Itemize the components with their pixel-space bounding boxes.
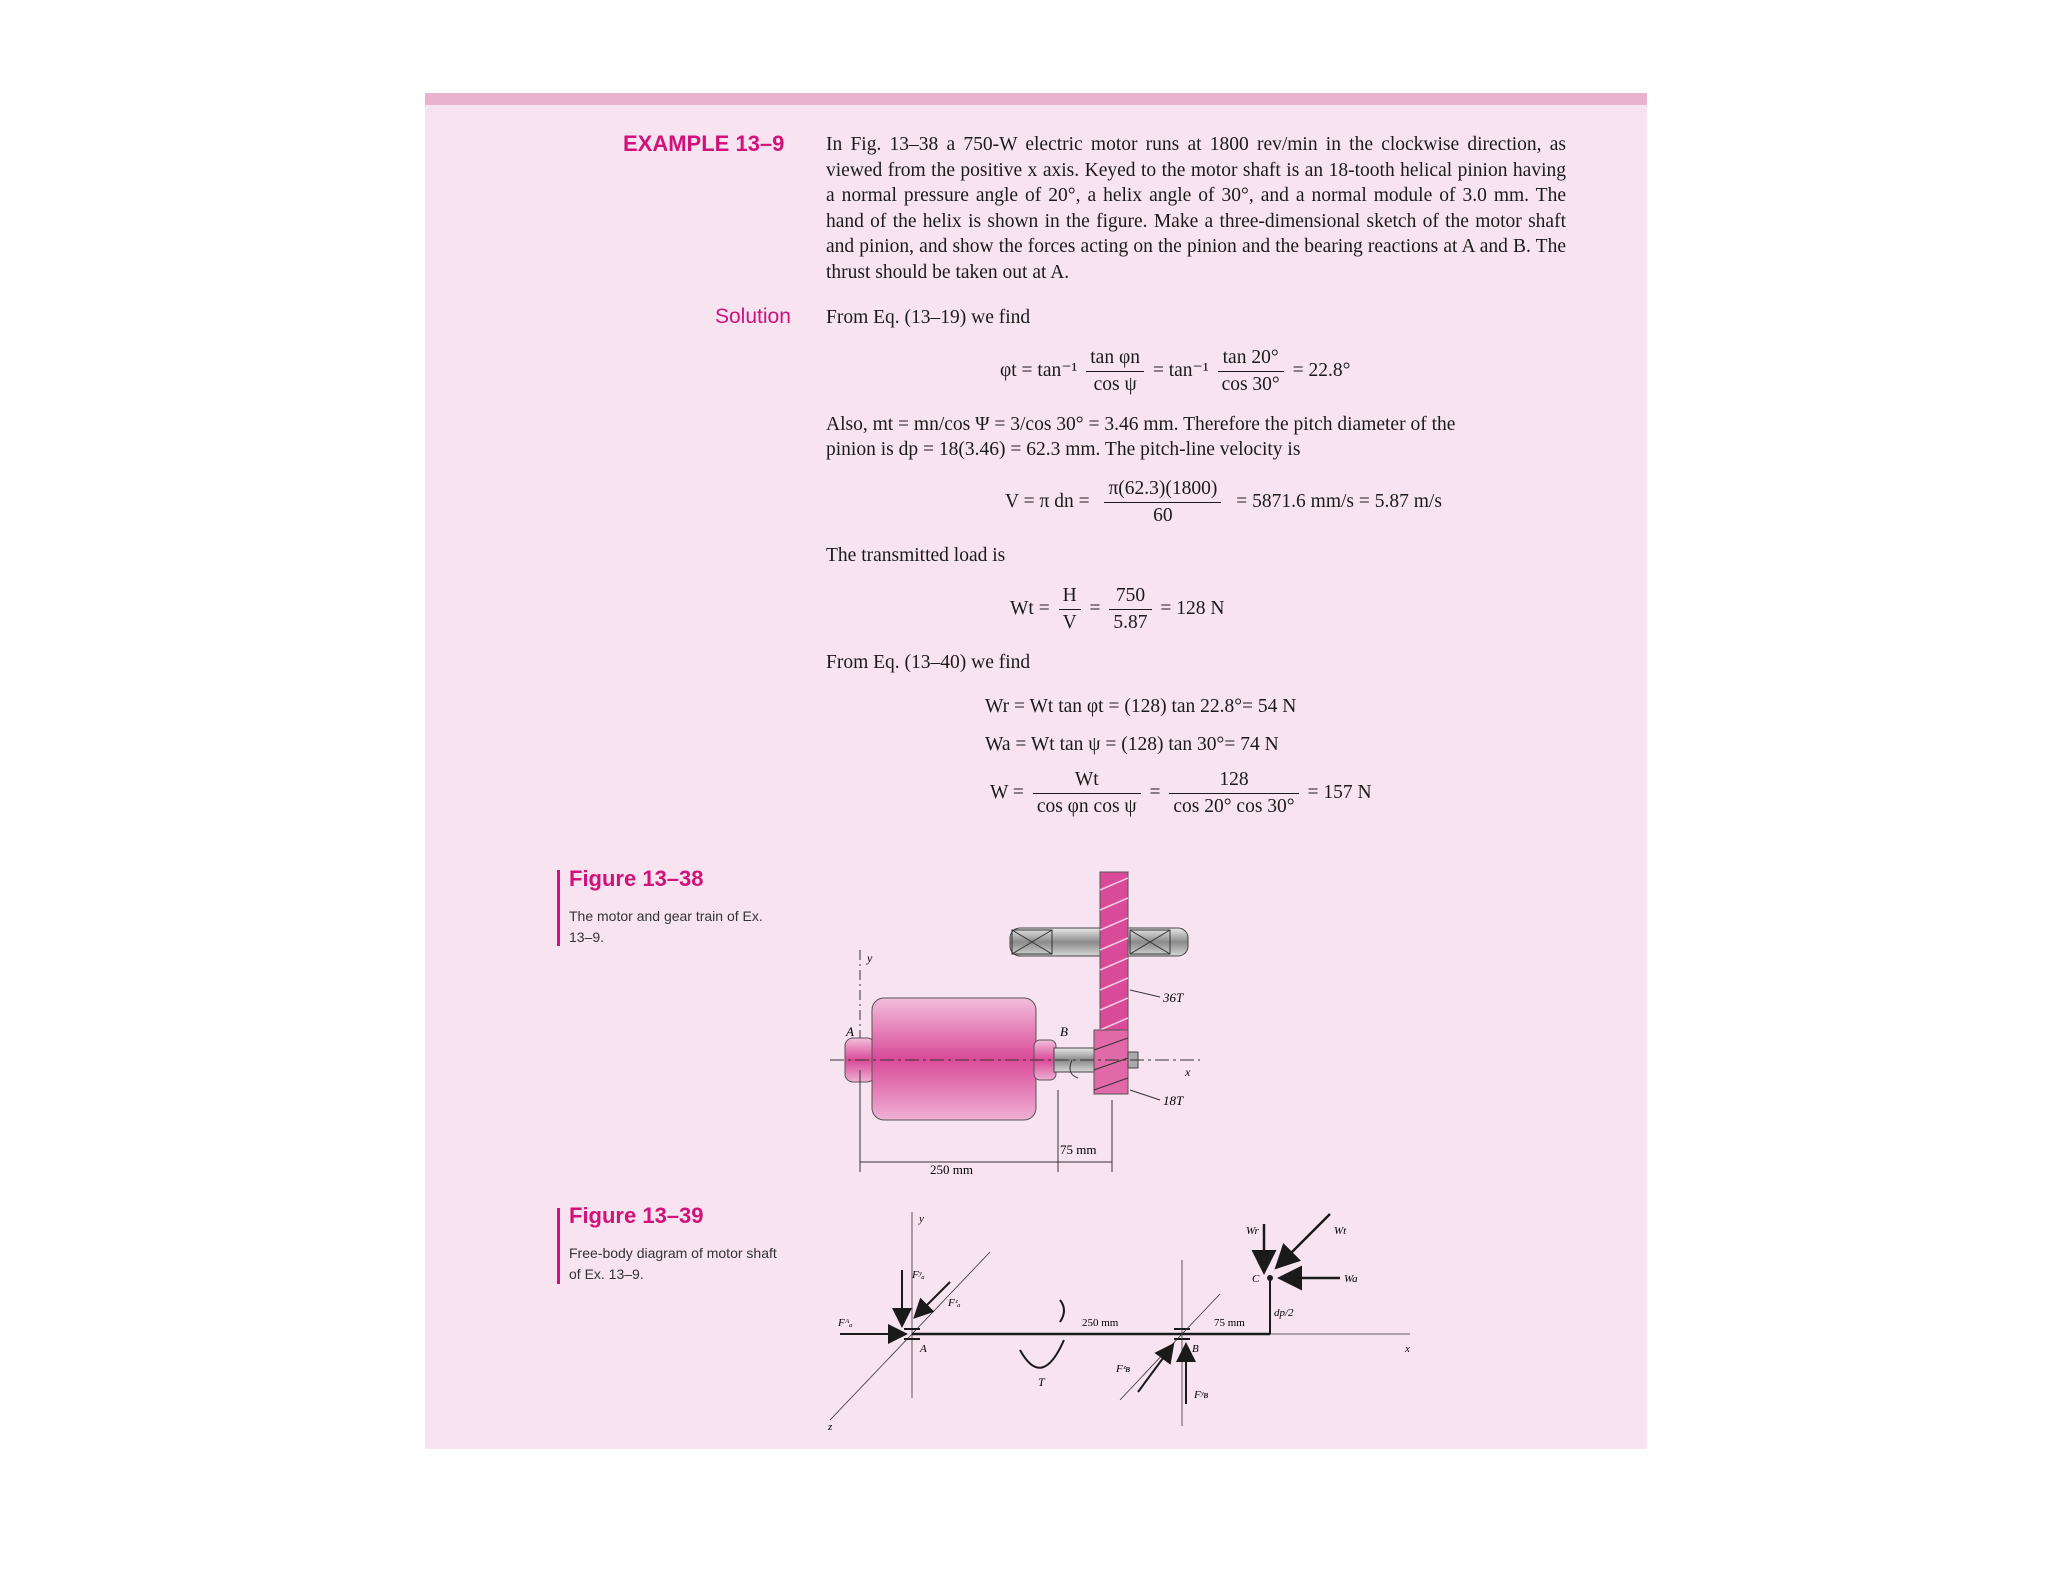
eq6-eq: = — [1149, 781, 1161, 803]
problem-statement: In Fig. 13–38 a 750-W electric motor runs at 1800 rev/min in the clockwise direction, as viewed from the positive x axis. Keyed to the motor shaft is an 18-tooth helical pinion having a normal pressure angle of 20°, a helix angle of 30°, and a normal module of 3.0 mm. The hand of the helix is shown in the figure. Make a three-dimensional sketch of the motor shaft and pinion, and show the forces acting on the pinion and the bearing reactions at A and B. The thrust should be taken out at A. — [826, 134, 1566, 283]
solution-para2-line2: pinion is dp = 18(3.46) = 62.3 mm. The pitch-line velocity is — [826, 439, 1301, 460]
fig39-point-c — [1267, 1275, 1273, 1281]
eq3-num2: 750 — [1109, 583, 1151, 610]
equation-axial-load: Wa = Wt tan ψ = (128) tan 30°= 74 N — [985, 734, 1279, 755]
fig39-dim-label-250: 250 mm — [1082, 1317, 1119, 1329]
figure38-motor-gear-drawing — [820, 860, 1240, 1180]
eq1-num2: tan 20° — [1218, 345, 1284, 372]
eq2-num: π(62.3)(1800) — [1104, 476, 1221, 503]
equation-velocity — [1005, 476, 1442, 529]
eq2-frac — [1104, 476, 1221, 529]
fig39-label-fa-x: Fᴬₐ — [838, 1317, 853, 1329]
eq2-rhs: = 5871.6 mm/s = 5.87 m/s — [1236, 490, 1442, 512]
eq1-rhs: = 22.8° — [1292, 359, 1351, 381]
fig39-force-fb-z — [1138, 1346, 1172, 1392]
fig39-label-y: y — [919, 1213, 924, 1225]
eq1-den1: cos ψ — [1093, 374, 1137, 395]
eq3-num1: H — [1059, 583, 1081, 610]
figure39-caption-bar — [557, 1208, 560, 1284]
eq6-den2: cos 20° cos 30° — [1173, 796, 1295, 817]
fig39-label-z: z — [828, 1421, 833, 1433]
fig39-torque-arrow — [1020, 1340, 1064, 1368]
eq6-den1: cos φn cos ψ — [1036, 796, 1137, 817]
equation-radial-load: Wr = Wt tan φt = (128) tan 22.8°= 54 N — [985, 696, 1297, 717]
fig39-z-axis-back — [912, 1252, 990, 1334]
eq3-rhs: = 128 N — [1160, 597, 1225, 619]
figure39-label: Figure 13–39 — [569, 1203, 704, 1228]
fig39-label-x: x — [1405, 1343, 1410, 1355]
eq3-frac-1 — [1059, 583, 1081, 636]
fig39-label-wr: Wr — [1246, 1225, 1259, 1237]
eq2-lhs: V = π dn = — [1005, 490, 1090, 512]
fig39-label-t: T — [1038, 1375, 1045, 1389]
eq1-frac-1 — [1086, 345, 1144, 398]
eq3-den2: 5.87 — [1113, 612, 1148, 633]
figure39-caption: Free-body diagram of motor shaft of Ex. 13–9. — [569, 1245, 777, 1282]
equation-transmitted-load — [1010, 583, 1225, 636]
solution-label: Solution — [715, 305, 791, 328]
eq6-lhs: W = — [990, 781, 1024, 803]
fig39-torque-mark — [1060, 1300, 1064, 1322]
fig39-label-a: A — [920, 1343, 927, 1355]
fig39-label-fa-y: Fʸₐ — [912, 1269, 925, 1281]
fig39-label-fa-z: Fᶻₐ — [948, 1297, 961, 1309]
fig39-label-c: C — [1252, 1273, 1260, 1285]
fig39-label-wt: Wt — [1334, 1225, 1347, 1237]
fig38-label-18t: 18T — [1163, 1093, 1184, 1108]
equation-phi-t — [1000, 345, 1350, 398]
fig38-leader-36t — [1130, 990, 1160, 997]
fig39-z-axis — [830, 1334, 912, 1420]
example-label: EXAMPLE 13–9 — [623, 131, 785, 156]
fig38-label-y: y — [867, 951, 873, 965]
eq6-frac-1 — [1033, 767, 1141, 820]
fig38-dim-label-250: 250 mm — [930, 1162, 973, 1177]
solution-para2-line1: Also, mt = mn/cos Ψ = 3/cos 30° = 3.46 mm. Therefore the pitch diameter of the — [826, 414, 1456, 435]
eq3-eq: = — [1089, 597, 1101, 619]
eq6-frac-2 — [1169, 767, 1298, 820]
fig39-label-fb-y: Fʸʙ — [1194, 1389, 1209, 1401]
solution-intro-3: The transmitted load is — [826, 545, 1006, 566]
eq1-num1: tan φn — [1086, 345, 1144, 372]
figure38-caption: The motor and gear train of Ex. 13–9. — [569, 908, 763, 945]
fig39-force-wt — [1278, 1214, 1330, 1266]
eq3-frac-2 — [1109, 583, 1151, 636]
fig39-label-fb-z: Fᶻʙ — [1116, 1363, 1131, 1375]
figure39-free-body-diagram — [820, 1200, 1420, 1440]
eq6-num2: 128 — [1169, 767, 1298, 794]
fig39-dim-label-75: 75 mm — [1214, 1317, 1245, 1329]
fig38-dim-label-75: 75 mm — [1060, 1142, 1097, 1157]
solution-intro-4: From Eq. (13–40) we find — [826, 652, 1031, 673]
fig38-label-a: A — [846, 1024, 854, 1039]
eq1-mid: = tan⁻¹ — [1152, 359, 1209, 381]
figure38-caption-bar — [557, 870, 560, 946]
eq1-frac-2 — [1218, 345, 1284, 398]
eq3-lhs: Wt = — [1010, 597, 1050, 619]
fig39-label-wa: Wa — [1344, 1273, 1358, 1285]
eq3-den1: V — [1062, 612, 1077, 633]
fig39-label-dp2: dp/2 — [1274, 1307, 1294, 1319]
fig38-label-36t: 36T — [1163, 990, 1184, 1005]
fig38-leader-18t — [1130, 1090, 1160, 1100]
eq6-rhs: = 157 N — [1307, 781, 1372, 803]
fig38-upper-shaft — [1010, 928, 1188, 956]
eq1-lhs: φt = tan⁻¹ — [1000, 359, 1078, 381]
solution-intro-1: From Eq. (13–19) we find — [826, 307, 1031, 328]
figure38-label: Figure 13–38 — [569, 866, 704, 891]
fig38-label-b: B — [1060, 1024, 1068, 1039]
equation-total-load — [990, 767, 1372, 820]
page-top-band — [425, 93, 1647, 105]
fig38-label-x: x — [1185, 1065, 1191, 1079]
fig39-label-b: B — [1192, 1343, 1199, 1355]
eq2-den: 60 — [1153, 505, 1173, 526]
fig38-motor-body — [872, 998, 1036, 1120]
eq1-den2: cos 30° — [1221, 374, 1280, 395]
eq6-num1: Wt — [1033, 767, 1141, 794]
